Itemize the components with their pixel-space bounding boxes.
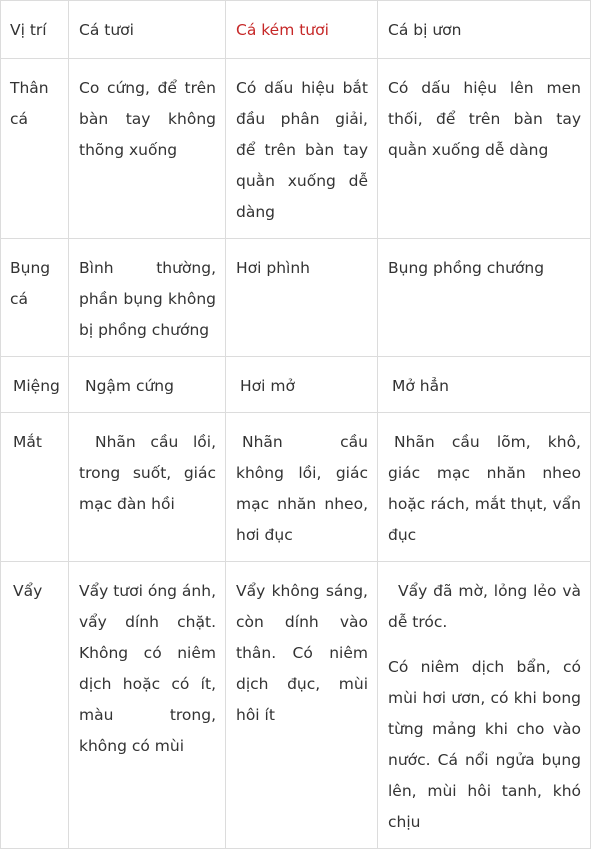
table-row: [1, 239, 591, 357]
less-fresh-cell: Có dấu hiệu bắt đầu phân giải, để trên bàn tay quằn xuống dễ dàng: [226, 59, 378, 239]
row-label-cell: Thân cá: [1, 59, 69, 239]
header-row: [1, 1, 591, 59]
less-fresh-cell: Hơi phình: [226, 239, 378, 357]
table-row: [1, 413, 591, 562]
spoiled-cell: Có dấu hiệu lên men thối, để trên bàn tay quằn xuống dễ dàng: [378, 59, 591, 239]
fresh-cell: Bình thường, phần bụng không bị phồng chướng: [69, 239, 226, 357]
fresh-cell: Vẩy tươi óng ánh, vẩy dính chặt. Không có niêm dịch hoặc có ít, màu trong, không có mùi: [69, 562, 226, 849]
table-row: [1, 562, 591, 849]
header-cell-spoiled: Cá bị ươn: [378, 1, 591, 59]
spoiled-cell: Mở hẳn: [378, 357, 591, 413]
spoiled-cell: Nhãn cầu lõm, khô, giác mạc nhăn nheo hoặc rách, mắt thụt, vẩn đục: [378, 413, 591, 562]
row-label-cell: Vẩy: [1, 562, 69, 849]
row-label-cell: Bụng cá: [1, 239, 69, 357]
table-row: [1, 59, 591, 239]
less-fresh-cell: Nhãn cầu không lồi, giác mạc nhăn nheo, hơi đục: [226, 413, 378, 562]
fresh-cell: Nhãn cầu lồi, trong suốt, giác mạc đàn hồi: [69, 413, 226, 562]
header-cell-less-fresh: Cá kém tươi: [226, 1, 378, 59]
spoiled-cell: [378, 562, 591, 849]
row-label-cell: Mắt: [1, 413, 69, 562]
less-fresh-cell: Vẩy không sáng, còn dính vào thân. Có niêm dịch đục, mùi hôi ít: [226, 562, 378, 849]
header-cell-fresh: Cá tươi: [69, 1, 226, 59]
row-label-cell: Miệng: [1, 357, 69, 413]
spoiled-extra-text: Có niêm dịch bẩn, có mùi hơi ươn, có khi bong từng mảng khi cho vào nước. Cá nổi ngửa bụng lên, mùi hôi tanh, khó chịu: [388, 658, 581, 831]
spoiled-cell: Bụng phồng chướng: [378, 239, 591, 357]
less-fresh-cell: Hơi mở: [226, 357, 378, 413]
fresh-cell: Co cứng, để trên bàn tay không thõng xuống: [69, 59, 226, 239]
fresh-cell: Ngậm cứng: [69, 357, 226, 413]
spoiled-scale-text: Vẩy đã mờ, lỏng lẻo và dễ tróc.: [388, 582, 581, 631]
table-row: [1, 357, 591, 413]
header-cell-position: Vị trí: [1, 1, 69, 59]
